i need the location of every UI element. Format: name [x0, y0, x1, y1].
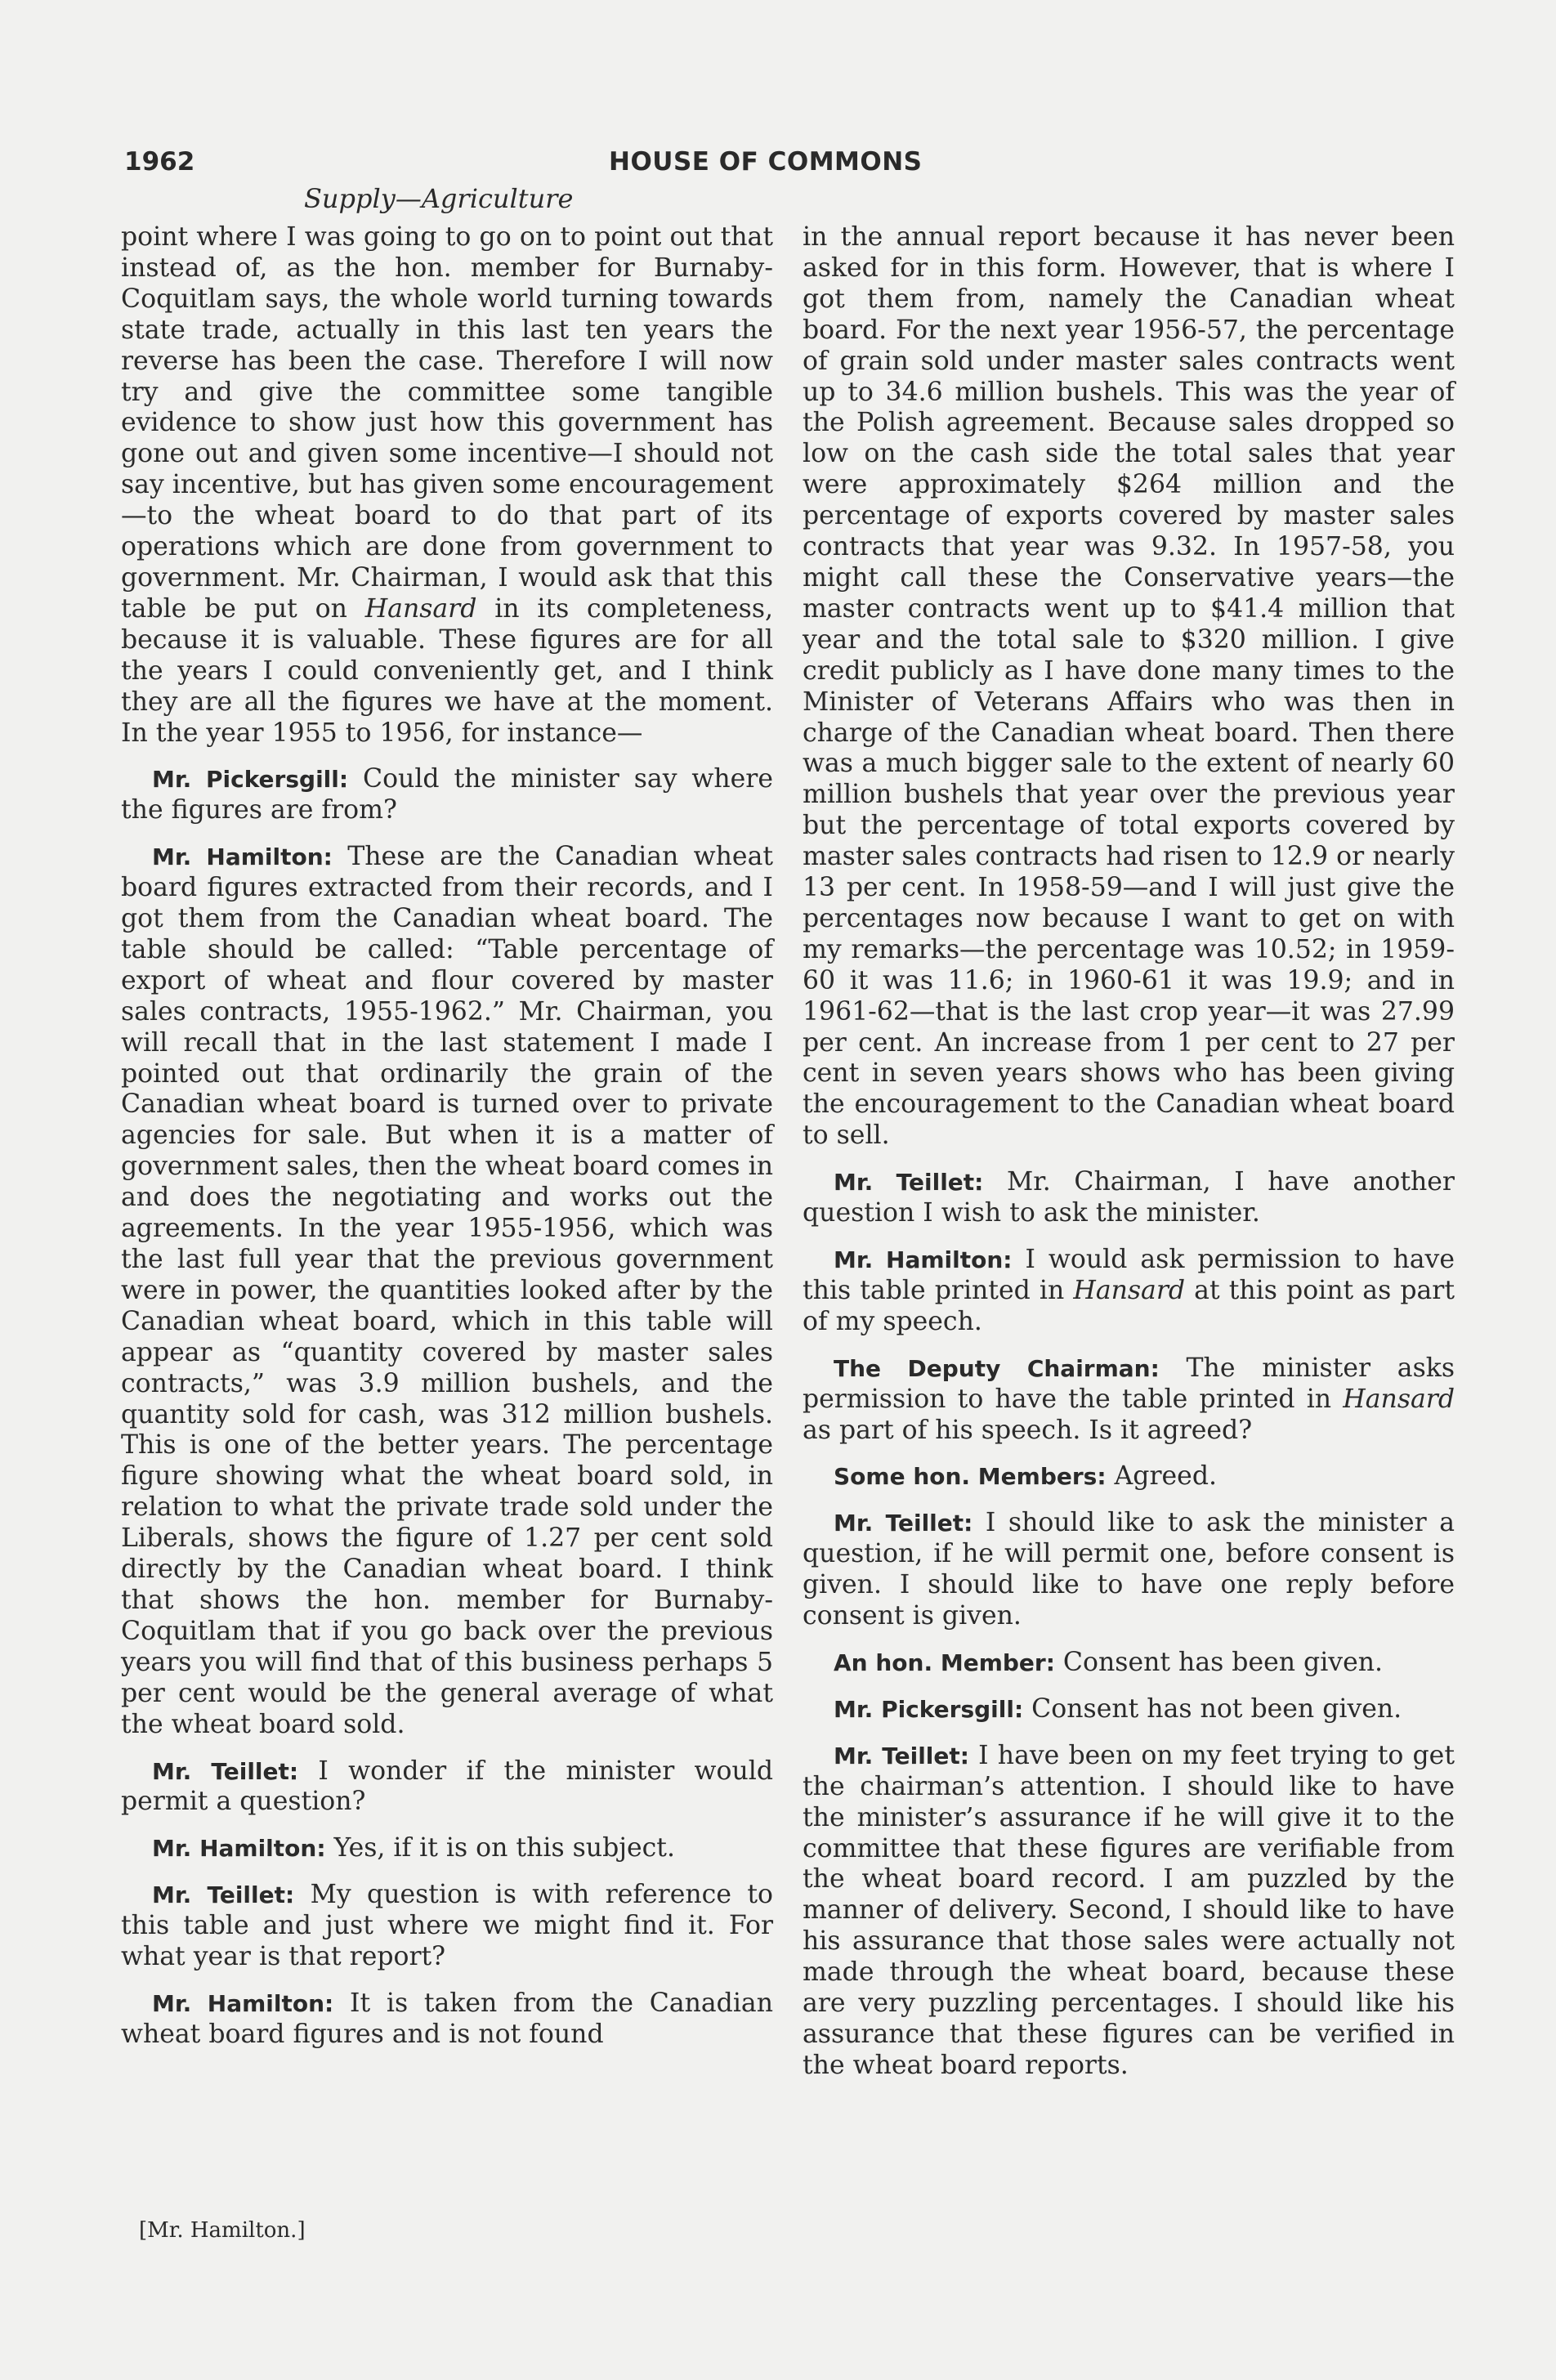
speaker-name: An hon. Member: — [834, 1649, 1055, 1676]
speaker-name: Mr. Teillet: — [834, 1169, 984, 1197]
italic-term: Hansard — [1073, 1275, 1186, 1305]
paragraph: Mr. Teillet: Mr. Chairman, I have another question I wish to ask the minister. — [803, 1167, 1455, 1228]
speaker-name: Mr. Teillet: — [152, 1881, 295, 1909]
paragraph: in the annual report because it has never been asked for in this form. However, that is where I got them from, namely the Canadian wheat board. For the next year 1956-57, the percentage of grain sold under master sales contracts went up to 34.6 million bushels. This was the year of the Polish agreement. Because sales dropped so low on the cash side the total sales that year were approximately $264 million and the percentage of exports covered by master sales contracts that year was 9.32. In 1957-58, you might call these the Conservative years—the master contracts went up to $41.4 million that year and the total sale to $320 million. I give credit publicly as I have done many times to the Minister of Veterans Affairs who was then in charge of the Canadian wheat board. Then there was a much bigger sale to the extent of nearly 60 million bushels that year over the previous year but the percentage of total exports covered by master sales contracts had risen to 12.9 or nearly 13 per cent. In 1958-59—and I will just give the percentages now because I want to get on with my remarks—the percentage was 10.52; in 1959-60 it was 11.6; in 1960-61 it was 19.9; and in 1961-62—that is the last crop year—it was 27.99 per cent. An increase from 1 per cent to 27 per cent in seven years shows who has been giving the encouragement to the Canadian wheat board to sell. — [803, 222, 1455, 1151]
paragraph: Mr. Hamilton: It is taken from the Canadian wheat board figures and is not found — [121, 1988, 773, 2049]
speaker-name: The Deputy Chairman: — [834, 1354, 1160, 1382]
paragraph: An hon. Member: Consent has been given. — [834, 1647, 1384, 1677]
footer-speaker-note: [Mr. Hamilton.] — [139, 2218, 306, 2243]
section-heading: Supply—Agriculture — [304, 183, 574, 214]
speaker-name: Mr. Teillet: — [834, 1510, 973, 1537]
paragraph: Mr. Teillet: My question is with reference to this table and just where we might find it. For what year is that report? — [121, 1880, 773, 1972]
paragraph: Mr. Pickersgill: Consent has not been given. — [834, 1693, 1402, 1724]
speaker-name: Mr. Hamilton: — [152, 1989, 334, 2017]
left-column — [121, 222, 773, 2066]
paragraph: Mr. Teillet: I should like to ask the minister a question, if he will permit one, before consent is given. I should like to have one reply before consent is given. — [803, 1508, 1455, 1631]
paragraph: Mr. Pickersgill: Could the minister say where the figures are from? — [121, 764, 773, 825]
speaker-name: Mr. Hamilton: — [152, 1835, 326, 1863]
paragraph: Mr. Hamilton: Yes, if it is on this subject. — [152, 1833, 675, 1863]
paragraph: Mr. Hamilton: I would ask permission to have this table printed in Hansard at this point as part of my speech. — [803, 1245, 1455, 1336]
running-title: HOUSE OF COMMONS — [609, 147, 923, 177]
speaker-name: Mr. Hamilton: — [834, 1246, 1013, 1273]
speaker-name: Mr. Pickersgill: — [834, 1695, 1024, 1723]
speaker-name: Mr. Teillet: — [152, 1757, 299, 1785]
speaker-name: Some hon. Members: — [834, 1463, 1107, 1491]
speaker-name: Mr. Teillet: — [834, 1742, 969, 1769]
speaker-name: Mr. Pickersgill: — [152, 766, 349, 794]
paragraph: Mr. Teillet: I have been on my feet trying to get the chairman’s attention. I should like to have the minister’s assurance if he will give it to the committee that these figures are verifiable from the wheat board record. I am puzzled by the manner of delivery. Second, I should like to have his assurance that those sales were actually not made through the wheat board, because these are very puzzling percentages. I should like his assurance that these figures can be verified in the wheat board reports. — [803, 1740, 1455, 2080]
paragraph: Some hon. Members: Agreed. — [834, 1461, 1217, 1492]
paragraph: point where I was going to go on to point out that instead of, as the hon. member for Burnaby-Coquitlam says, the whole world turning towards state trade, actually in this last ten years the reverse has been the case. Therefore I will now try and give the committee some tangible evidence to show just how this government has gone out and given some incentive—I should not say incentive, but has given some encouragement—to the wheat board to do that part of its operations which are done from government to government. Mr. Chairman, I would ask that this table be put on Hansard in its completeness, because it is valuable. These figures are for all the years I could conveniently get, and I think they are all the figures we have at the moment. In the year 1955 to 1956, for instance— — [121, 222, 773, 748]
right-column — [803, 222, 1455, 2097]
italic-term: Hansard — [364, 593, 477, 624]
paragraph: The Deputy Chairman: The minister asks permission to have the table printed in Hansard as part of his speech. Is it agreed? — [803, 1353, 1455, 1445]
paragraph: Mr. Teillet: I wonder if the minister would permit a question? — [121, 1756, 773, 1817]
italic-term: Hansard — [1343, 1384, 1455, 1414]
page-number: 1962 — [124, 147, 195, 177]
paragraph: Mr. Hamilton: These are the Canadian wheat board figures extracted from their records, and I got them from the Canadian wheat board. The table should be called: “Table percentage of export of wheat and flour covered by master sales contracts, 1955-1962.” Mr. Chairman, you will recall that in the last statement I made I pointed out that ordinarily the grain of the Canadian wheat board is turned over to private agencies for sale. But when it is a matter of government sales, then the wheat board comes in and does the negotiating and works out the agreements. In the year 1955-1956, which was the last full year that the previous government were in power, the quantities looked after by the Canadian wheat board, which in this table will appear as “quantity covered by master sales contracts,” was 3.9 million bushels, and the quantity sold for cash, was 312 million bushels. This is one of the better years. The percentage figure showing what the wheat board sold, in relation to what the private trade sold under the Liberals, shows the figure of 1.27 per cent sold directly by the Canadian wheat board. I think that shows the hon. member for Burnaby-Coquitlam that if you go back over the previous years you will find that of this business perhaps 5 per cent would be the general average of what the wheat board sold. — [121, 842, 774, 1739]
speaker-name: Mr. Hamilton: — [152, 843, 333, 871]
